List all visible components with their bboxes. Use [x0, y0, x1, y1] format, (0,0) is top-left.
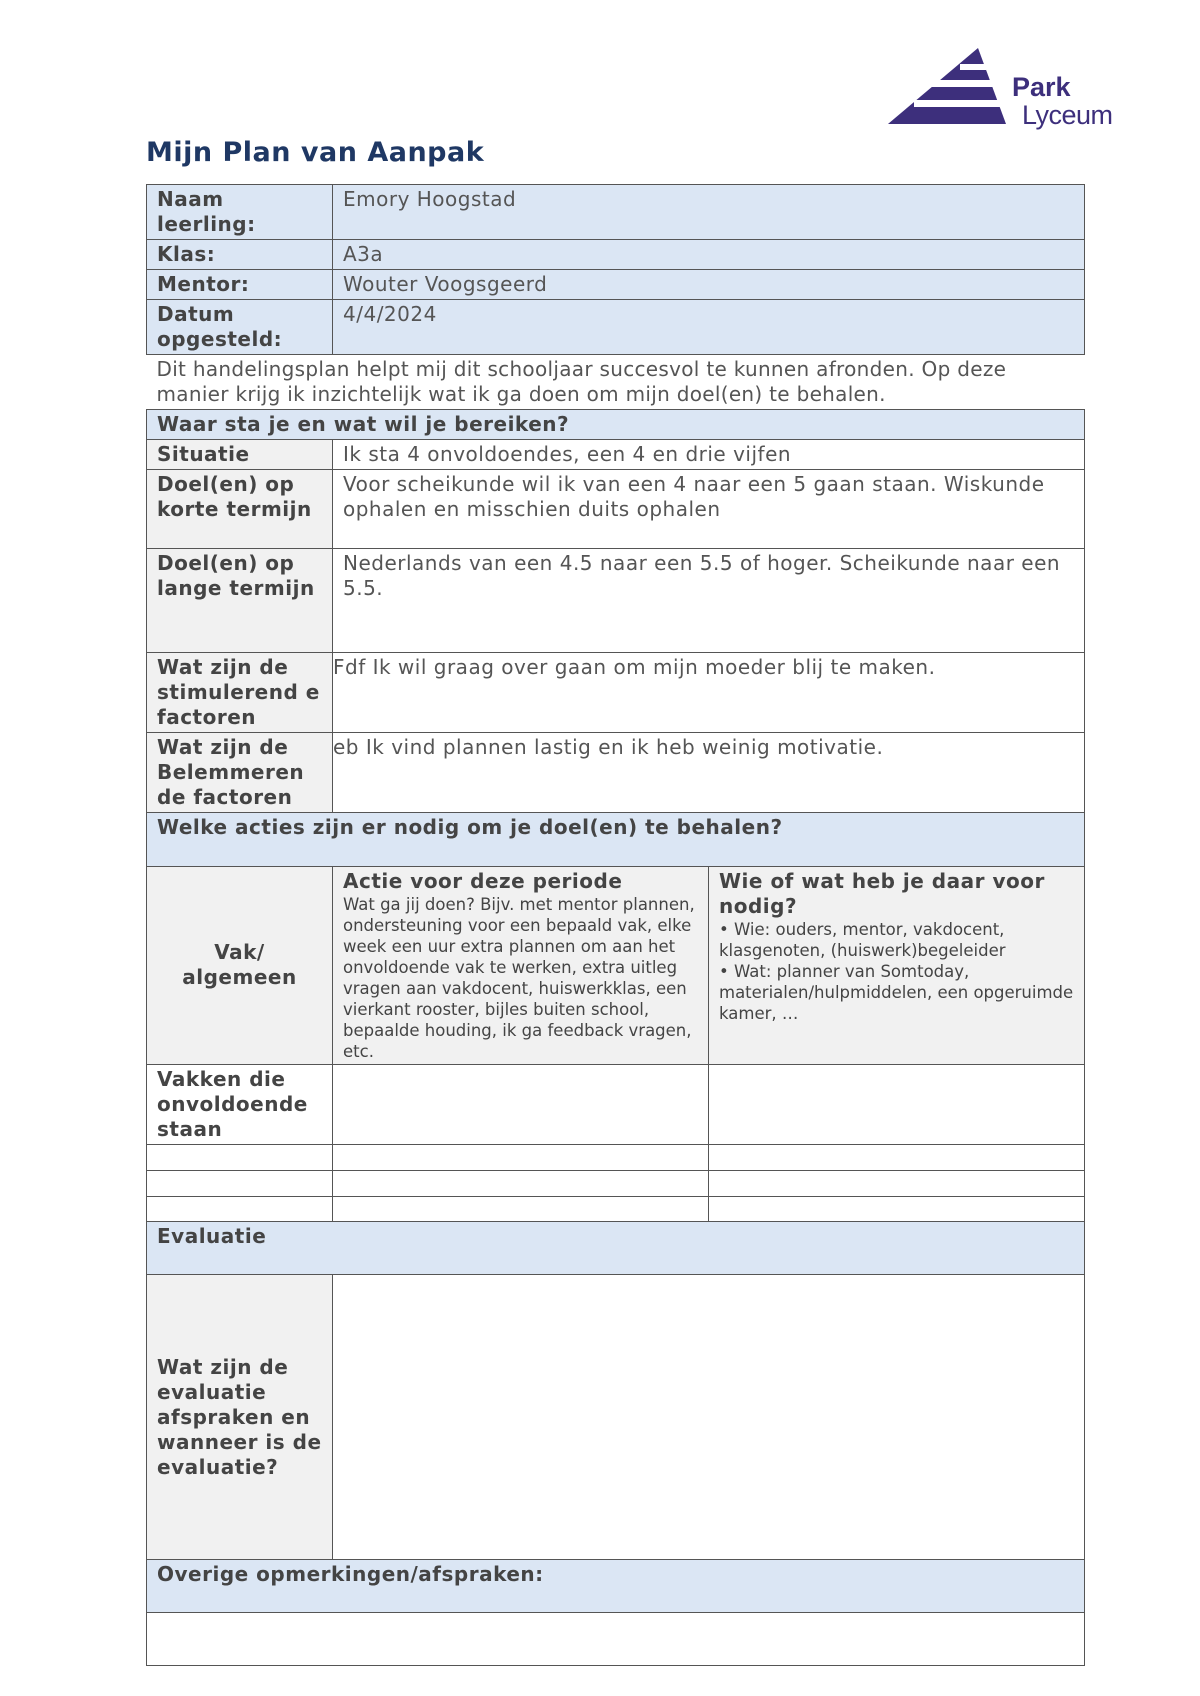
remarks-value[interactable]	[147, 1613, 1085, 1666]
short-term-goals-label: Doel(en) op korte termijn	[147, 470, 333, 549]
evaluation-table	[146, 1221, 1085, 1666]
long-term-goals-value[interactable]: Nederlands van een 4.5 naar een 5.5 of hoger. Scheikunde naar een 5.5.	[333, 549, 1085, 653]
park-lyceum-logo	[886, 44, 1116, 130]
empty-row-subject-cell[interactable]	[147, 1196, 333, 1222]
evaluation-section-title: Evaluatie	[147, 1222, 1085, 1275]
situation-label: Situatie	[147, 440, 333, 470]
class-value[interactable]: A3a	[333, 240, 1085, 270]
logo-text-park: Park	[1012, 72, 1071, 102]
page-title: Mijn Plan van Aanpak	[146, 137, 485, 168]
mentor-value[interactable]: Wouter Voogsgeerd	[333, 270, 1085, 300]
class-label: Klas:	[147, 240, 333, 270]
action-column-title: Actie voor deze periode	[343, 868, 623, 893]
short-term-goals-value[interactable]: Voor scheikunde wil ik van een 4 naar een 5 gaan staan. Wiskunde ophalen en misschien duits ophalen	[333, 470, 1085, 549]
evaluation-agreements-value[interactable]	[333, 1275, 1085, 1560]
date-label: Datum opgesteld:	[147, 300, 333, 355]
obstructing-factors-value[interactable]: eb Ik vind plannen lastig en ik heb weinig motivatie.	[333, 733, 1085, 813]
failing-subjects-label: Vakken die onvoldoende staan	[147, 1064, 333, 1144]
logo-triangle-icon	[886, 44, 1016, 130]
empty-row-needs-cell[interactable]	[709, 1196, 1085, 1222]
situation-value[interactable]: Ik sta 4 onvoldoendes, een 4 en drie vijfen	[333, 440, 1085, 470]
needs-who-bullet: • Wie: ouders, mentor, vakdocent, klasgenoten, (huiswerk)begeleider	[719, 919, 1006, 960]
goals-section-title: Waar sta je en wat wil je bereiken?	[147, 410, 1085, 440]
stimulating-factors-value[interactable]: Fdf Ik wil graag over gaan om mijn moeder blij te maken.	[333, 653, 1085, 733]
obstructing-factors-label: Wat zijn de Belemmeren de factoren	[147, 733, 333, 813]
needs-column-header	[709, 866, 1085, 1064]
needs-what-bullet: • Wat: planner van Somtoday, materialen/hulpmiddelen, een opgeruimde kamer, …	[719, 961, 1074, 1023]
evaluation-agreements-label: Wat zijn de evaluatie afspraken en wanneer is de evaluatie?	[147, 1275, 333, 1560]
empty-row-action-cell[interactable]	[333, 1196, 709, 1222]
action-column-help: Wat ga jij doen? Bijv. met mentor plannen, ondersteuning voor een bepaald vak, elke week een uur extra plannen om aan het onvoldoende vak te werken, extra uitleg vragen aan vakdocent, huiswerkklas, een vierkant rooster, bijles buiten school, bepaalde houding, ik ga feedback vragen, etc.	[343, 894, 695, 1061]
empty-row-action-cell[interactable]	[333, 1170, 709, 1196]
failing-subjects-needs-cell[interactable]	[709, 1064, 1085, 1144]
plan-form	[146, 184, 1084, 1666]
subject-column-header: Vak/ algemeen	[147, 866, 333, 1064]
needs-column-title: Wie of wat heb je daar voor nodig?	[719, 868, 1045, 918]
failing-subjects-action-cell[interactable]	[333, 1064, 709, 1144]
stimulating-factors-label: Wat zijn de stimulerend e factoren	[147, 653, 333, 733]
date-value[interactable]: 4/4/2024	[333, 300, 1085, 355]
action-column-header	[333, 866, 709, 1064]
empty-row-subject-cell[interactable]	[147, 1170, 333, 1196]
empty-row-subject-cell[interactable]	[147, 1144, 333, 1170]
actions-section-title: Welke acties zijn er nodig om je doel(en) te behalen?	[147, 812, 1085, 866]
logo-text-lyceum: Lyceum	[1022, 100, 1113, 130]
remarks-section-title: Overige opmerkingen/afspraken:	[147, 1560, 1085, 1613]
empty-row-action-cell[interactable]	[333, 1144, 709, 1170]
long-term-goals-label: Doel(en) op lange termijn	[147, 549, 333, 653]
empty-row-needs-cell[interactable]	[709, 1170, 1085, 1196]
student-info-table	[146, 184, 1085, 813]
name-value[interactable]: Emory Hoogstad	[333, 185, 1085, 240]
mentor-label: Mentor:	[147, 270, 333, 300]
name-label: Naam leerling:	[147, 185, 333, 240]
empty-row-needs-cell[interactable]	[709, 1144, 1085, 1170]
actions-table	[146, 812, 1085, 1223]
intro-text: Dit handelingsplan helpt mij dit schooljaar succesvol te kunnen afronden. Op deze manier krijg ik inzichtelijk wat ik ga doen om mijn doel(en) te behalen.	[147, 355, 1085, 410]
